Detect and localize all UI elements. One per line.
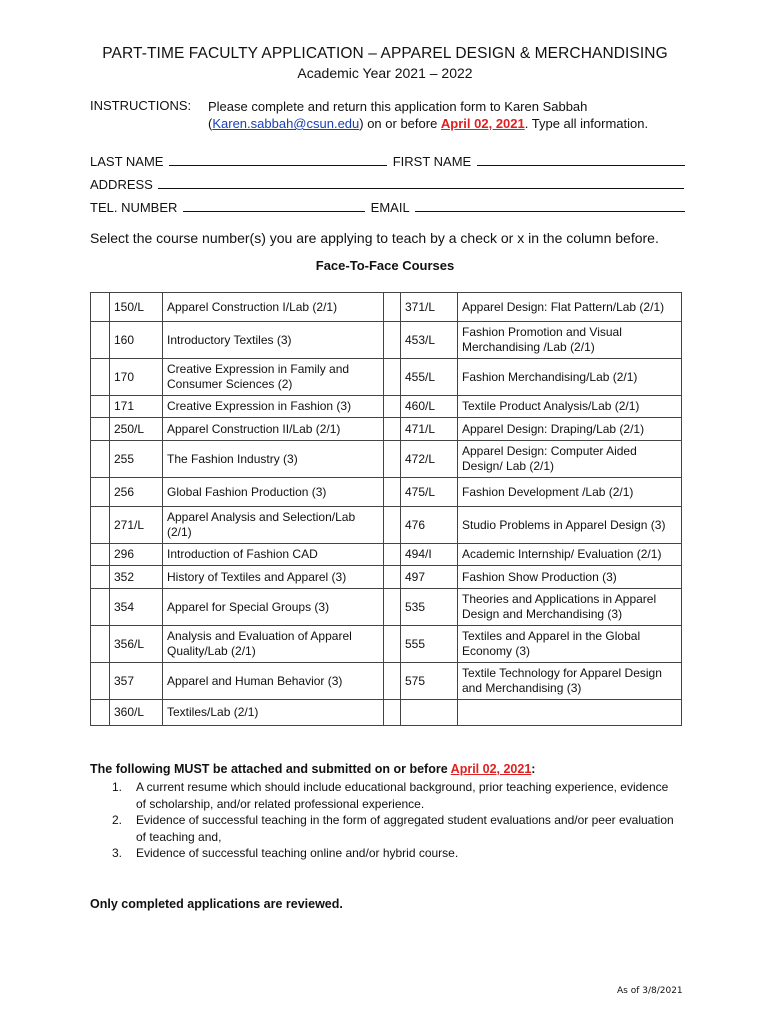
course-checkbox-cell[interactable] bbox=[384, 626, 401, 663]
attachment-number: 2. bbox=[112, 813, 123, 827]
last-name-label: LAST NAME bbox=[90, 154, 164, 169]
attachments-list bbox=[90, 779, 680, 862]
course-checkbox-cell[interactable] bbox=[91, 700, 110, 726]
course-number: 150/L bbox=[110, 293, 163, 322]
course-checkbox-cell[interactable] bbox=[384, 507, 401, 544]
course-number: 296 bbox=[110, 544, 163, 566]
course-number: 354 bbox=[110, 589, 163, 626]
course-row bbox=[91, 589, 682, 626]
course-checkbox-cell[interactable] bbox=[91, 418, 110, 441]
course-name: Fashion Show Production (3) bbox=[458, 566, 682, 589]
attachments-deadline: April 02, 2021 bbox=[450, 762, 532, 776]
course-number bbox=[401, 700, 458, 726]
course-name: Introduction of Fashion CAD bbox=[163, 544, 384, 566]
course-row bbox=[91, 293, 682, 322]
course-name: Academic Internship/ Evaluation (2/1) bbox=[458, 544, 682, 566]
attachment-item bbox=[90, 845, 680, 862]
course-name: Apparel Design: Flat Pattern/Lab (2/1) bbox=[458, 293, 682, 322]
email-link[interactable]: Karen.sabbah@csun.edu bbox=[212, 116, 360, 131]
course-checkbox-cell[interactable] bbox=[91, 507, 110, 544]
course-name: Fashion Promotion and Visual Merchandising /Lab (2/1) bbox=[458, 322, 682, 359]
course-name: The Fashion Industry (3) bbox=[163, 441, 384, 478]
course-number: 360/L bbox=[110, 700, 163, 726]
course-checkbox-cell[interactable] bbox=[91, 626, 110, 663]
course-name: Textiles and Apparel in the Global Economy (3) bbox=[458, 626, 682, 663]
course-name: Apparel Analysis and Selection/Lab (2/1) bbox=[163, 507, 384, 544]
course-checkbox-cell[interactable] bbox=[384, 478, 401, 507]
attachment-number: 3. bbox=[112, 846, 123, 860]
course-row bbox=[91, 700, 682, 726]
instructions-text-mid: ) on or before bbox=[359, 116, 441, 131]
course-name: Studio Problems in Apparel Design (3) bbox=[458, 507, 682, 544]
tel-field[interactable] bbox=[183, 200, 365, 212]
attachment-item bbox=[90, 812, 680, 845]
instructions-text-start: Please complete and return this application form to Karen Sabbah ( bbox=[208, 99, 588, 131]
course-number: 371/L bbox=[401, 293, 458, 322]
course-checkbox-cell[interactable] bbox=[384, 700, 401, 726]
only-completed-note: Only completed applications are reviewed. bbox=[90, 897, 343, 911]
course-name: Apparel Design: Draping/Lab (2/1) bbox=[458, 418, 682, 441]
course-checkbox-cell[interactable] bbox=[384, 293, 401, 322]
email-label: EMAIL bbox=[370, 200, 410, 215]
course-name: Apparel Design: Computer Aided Design/ Lab (2/1) bbox=[458, 441, 682, 478]
course-number: 475/L bbox=[401, 478, 458, 507]
course-number: 497 bbox=[401, 566, 458, 589]
attachment-text: A current resume which should include educational background, prior teaching experience, evidence of scholarship, and/or related professional experience. bbox=[136, 780, 669, 811]
course-number: 471/L bbox=[401, 418, 458, 441]
courses-table bbox=[90, 292, 682, 726]
course-checkbox-cell[interactable] bbox=[91, 359, 110, 396]
attachment-number: 1. bbox=[112, 780, 123, 794]
attachment-item bbox=[90, 779, 680, 812]
course-number: 256 bbox=[110, 478, 163, 507]
course-number: 352 bbox=[110, 566, 163, 589]
course-number: 455/L bbox=[401, 359, 458, 396]
attachments-heading-colon: : bbox=[531, 762, 536, 776]
course-row bbox=[91, 566, 682, 589]
name-row bbox=[90, 154, 687, 169]
course-name: Textiles/Lab (2/1) bbox=[163, 700, 384, 726]
instructions-label: INSTRUCTIONS: bbox=[90, 98, 192, 113]
course-row bbox=[91, 663, 682, 700]
course-name: Textile Product Analysis/Lab (2/1) bbox=[458, 396, 682, 418]
course-checkbox-cell[interactable] bbox=[384, 566, 401, 589]
course-name: Global Fashion Production (3) bbox=[163, 478, 384, 507]
tel-label: TEL. NUMBER bbox=[90, 200, 178, 215]
course-checkbox-cell[interactable] bbox=[384, 359, 401, 396]
course-number: 494/I bbox=[401, 544, 458, 566]
attachments-heading-text: The following MUST be attached and submitted on or before bbox=[90, 762, 451, 776]
course-number: 460/L bbox=[401, 396, 458, 418]
course-checkbox-cell[interactable] bbox=[91, 478, 110, 507]
course-name: Fashion Merchandising/Lab (2/1) bbox=[458, 359, 682, 396]
deadline-date: April 02, 2021 bbox=[440, 116, 525, 131]
course-checkbox-cell[interactable] bbox=[384, 589, 401, 626]
course-number: 170 bbox=[110, 359, 163, 396]
course-name: History of Textiles and Apparel (3) bbox=[163, 566, 384, 589]
first-name-label: FIRST NAME bbox=[392, 154, 472, 169]
course-row bbox=[91, 544, 682, 566]
academic-year: Academic Year 2021 – 2022 bbox=[297, 65, 473, 81]
course-name: Textile Technology for Apparel Design and Merchandising (3) bbox=[458, 663, 682, 700]
course-number: 250/L bbox=[110, 418, 163, 441]
course-name: Theories and Applications in Apparel Design and Merchandising (3) bbox=[458, 589, 682, 626]
address-field[interactable] bbox=[158, 177, 684, 189]
course-checkbox-cell[interactable] bbox=[384, 663, 401, 700]
course-number: 575 bbox=[401, 663, 458, 700]
course-number: 535 bbox=[401, 589, 458, 626]
course-name: Apparel Construction II/Lab (2/1) bbox=[163, 418, 384, 441]
course-name: Apparel and Human Behavior (3) bbox=[163, 663, 384, 700]
course-number: 453/L bbox=[401, 322, 458, 359]
course-number: 160 bbox=[110, 322, 163, 359]
select-instruction: Select the course number(s) you are applying to teach by a check or x in the column before. bbox=[90, 230, 659, 246]
as-of-date: As of 3/8/2021 bbox=[617, 986, 683, 996]
course-row bbox=[91, 359, 682, 396]
course-checkbox-cell[interactable] bbox=[91, 322, 110, 359]
email-field[interactable] bbox=[415, 200, 685, 212]
last-name-field[interactable] bbox=[169, 154, 387, 166]
course-name: Introductory Textiles (3) bbox=[163, 322, 384, 359]
course-row bbox=[91, 322, 682, 359]
course-number: 271/L bbox=[110, 507, 163, 544]
course-row bbox=[91, 396, 682, 418]
course-row bbox=[91, 626, 682, 663]
contact-row bbox=[90, 200, 687, 215]
course-number: 171 bbox=[110, 396, 163, 418]
course-checkbox-cell[interactable] bbox=[91, 396, 110, 418]
course-checkbox-cell[interactable] bbox=[384, 396, 401, 418]
course-name: Analysis and Evaluation of Apparel Quality/Lab (2/1) bbox=[163, 626, 384, 663]
course-name: Creative Expression in Family and Consumer Sciences (2) bbox=[163, 359, 384, 396]
attachments-heading bbox=[90, 762, 535, 776]
address-label: ADDRESS bbox=[90, 177, 153, 192]
course-number: 476 bbox=[401, 507, 458, 544]
course-checkbox-cell[interactable] bbox=[91, 589, 110, 626]
course-number: 472/L bbox=[401, 441, 458, 478]
course-row bbox=[91, 418, 682, 441]
course-row bbox=[91, 441, 682, 478]
form-title: PART-TIME FACULTY APPLICATION – APPAREL DESIGN & MERCHANDISING bbox=[102, 45, 668, 62]
attachment-text: Evidence of successful teaching in the form of aggregated student evaluations and/or peer evaluation of teaching and, bbox=[136, 813, 674, 844]
course-checkbox-cell[interactable] bbox=[91, 544, 110, 566]
course-number: 357 bbox=[110, 663, 163, 700]
course-name: Apparel Construction I/Lab (2/1) bbox=[163, 293, 384, 322]
instructions-text-end: . Type all information. bbox=[524, 116, 649, 131]
course-checkbox-cell[interactable] bbox=[91, 663, 110, 700]
course-number: 255 bbox=[110, 441, 163, 478]
section-title: Face-To-Face Courses bbox=[315, 258, 455, 273]
course-number: 356/L bbox=[110, 626, 163, 663]
course-number: 555 bbox=[401, 626, 458, 663]
course-checkbox-cell[interactable] bbox=[384, 544, 401, 566]
course-checkbox-cell[interactable] bbox=[91, 566, 110, 589]
course-checkbox-cell[interactable] bbox=[384, 441, 401, 478]
course-checkbox-cell[interactable] bbox=[384, 322, 401, 359]
course-checkbox-cell[interactable] bbox=[91, 293, 110, 322]
course-name: Creative Expression in Fashion (3) bbox=[163, 396, 384, 418]
course-name: Apparel for Special Groups (3) bbox=[163, 589, 384, 626]
course-row bbox=[91, 507, 682, 544]
course-name: Fashion Development /Lab (2/1) bbox=[458, 478, 682, 507]
course-checkbox-cell[interactable] bbox=[384, 418, 401, 441]
instructions-text bbox=[208, 98, 678, 132]
attachment-text: Evidence of successful teaching online and/or hybrid course. bbox=[136, 846, 459, 860]
address-row bbox=[90, 177, 686, 192]
first-name-field[interactable] bbox=[477, 154, 685, 166]
course-checkbox-cell[interactable] bbox=[91, 441, 110, 478]
course-name bbox=[458, 700, 682, 726]
course-row bbox=[91, 478, 682, 507]
